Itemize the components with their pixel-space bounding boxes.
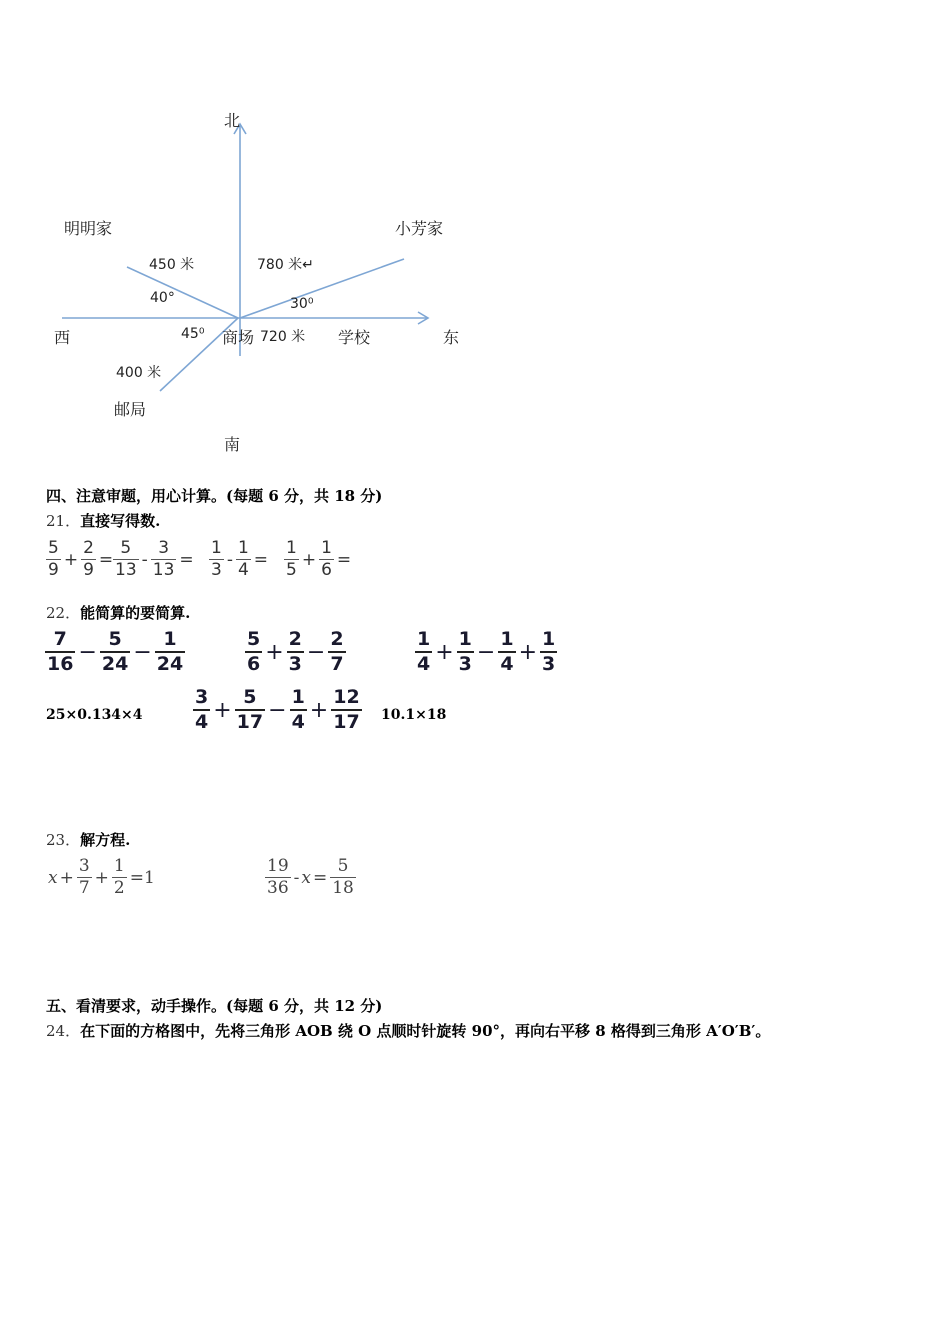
q22-expr-6: 10.1×18	[381, 707, 447, 723]
q24-heading	[46, 1020, 770, 1041]
q23-text: 解方程.	[80, 831, 131, 849]
q22-expr-3: $\frac{1}{4}$ + $\frac{1}{3}$ − $\frac{1}{4}$ + $\frac{1}{3}$	[417, 628, 556, 675]
angle-xiaofang: 30⁰	[290, 296, 314, 312]
east-label: 东	[443, 328, 460, 347]
distance-postoffice: 400 米	[116, 365, 162, 381]
q22-number: 22．	[46, 604, 81, 622]
center-label: 商场	[222, 328, 255, 347]
q23-heading	[46, 829, 130, 850]
q22-heading	[46, 602, 190, 623]
q21-item-3: $\frac{1}{3}$ - $\frac{1}{4}$ =	[211, 538, 269, 580]
q22-expr-2: $\frac{5}{6}$ + $\frac{2}{3}$ − $\frac{2}{7}$	[247, 628, 344, 675]
distance-xiaofang: 780 米↵	[257, 257, 314, 273]
q24-text: 在下面的方格图中，先将三角形 AOB 绕 O 点顺时针旋转 90°，再向右平移 8 格得到三角形 A′O′B′。	[80, 1022, 771, 1040]
place-postoffice: 邮局	[114, 400, 147, 419]
distance-mingming: 450 米	[149, 257, 195, 273]
q21-item-2: $\frac{5}{13}$ - $\frac{3}{13}$ =	[115, 538, 194, 580]
south-label: 南	[224, 435, 241, 454]
angle-postoffice: 45⁰	[181, 326, 205, 342]
west-label: 西	[54, 328, 71, 347]
section5-title: 五、看清要求，动手操作。(每题 6 分，共 12 分)	[46, 997, 383, 1015]
q21-item-4: $\frac{1}{5}$ + $\frac{1}{6}$ =	[286, 538, 352, 580]
north-label: 北	[224, 111, 241, 130]
q22-expr-5: $\frac{3}{4}$ + $\frac{5}{17}$ − $\frac{1}{4}$ + $\frac{12}{17}$	[195, 686, 360, 733]
q24-number: 24．	[46, 1022, 81, 1040]
q21-heading	[46, 510, 160, 531]
q23-equation-2: $\frac{19}{36}$ - x = $\frac{5}{18}$	[267, 856, 354, 898]
q22-text: 能简算的要简算.	[80, 604, 191, 622]
q23-number: 23．	[46, 831, 81, 849]
q22-expr-4: 25×0.134×4	[46, 707, 143, 723]
angle-mingming: 40°	[150, 290, 175, 306]
place-mingming: 明明家	[64, 219, 113, 238]
place-school: 学校	[338, 328, 371, 347]
q23-equation-1: x + $\frac{3}{7}$ + $\frac{1}{2}$ =1	[48, 856, 155, 898]
q22-expr-1: $\frac{7}{16}$ − $\frac{5}{24}$ − $\frac{1}{24}$	[47, 628, 184, 675]
section4-title: 四、注意审题，用心计算。(每题 6 分，共 18 分)	[46, 487, 383, 505]
place-xiaofang: 小芳家	[395, 219, 444, 238]
q21-number: 21．	[46, 512, 81, 530]
q21-item-1: $\frac{5}{9}$ + $\frac{2}{9}$ =	[48, 538, 114, 580]
distance-school: 720 米	[260, 329, 306, 345]
q21-text: 直接写得数.	[80, 512, 161, 530]
